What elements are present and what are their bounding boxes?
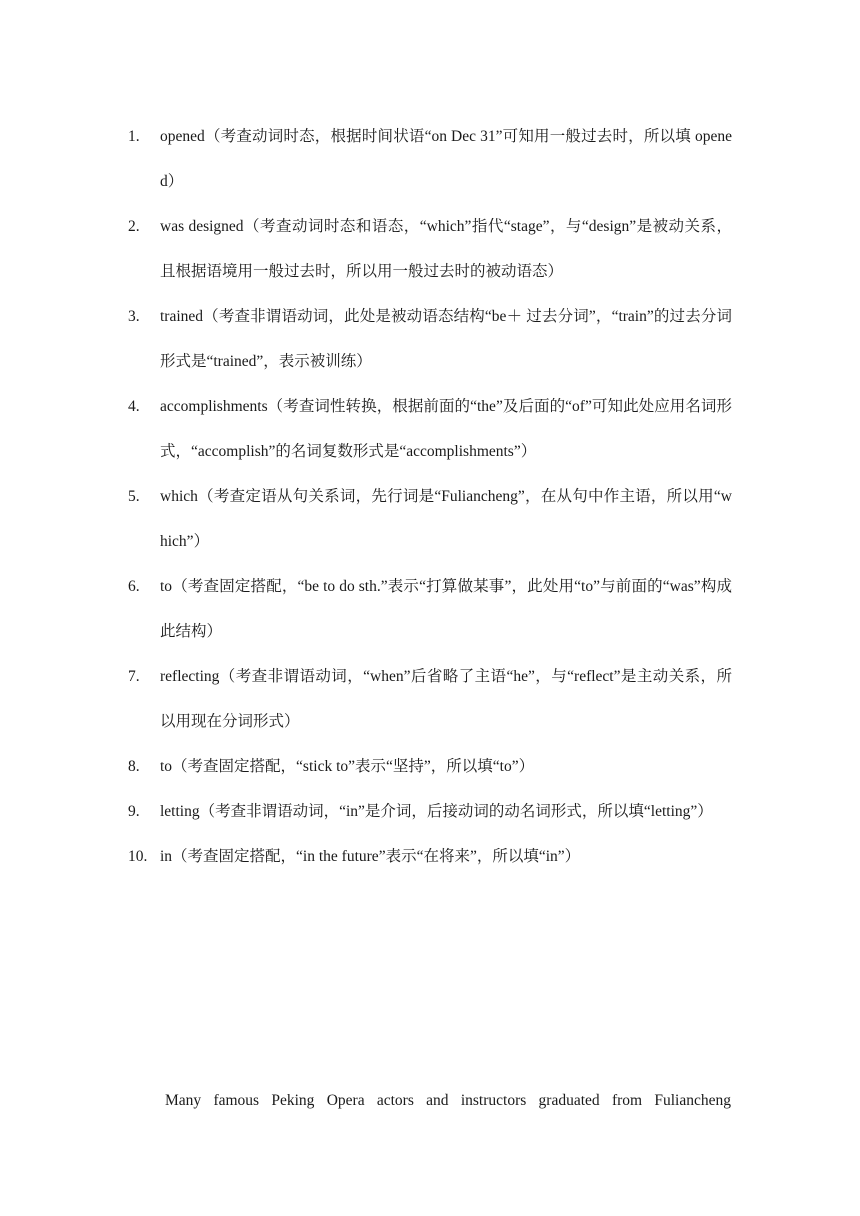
answer-number: 6. — [128, 578, 140, 595]
answer-item-7 — [128, 654, 732, 744]
answer-item-10 — [128, 834, 732, 879]
answer-text: to（考查固定搭配，“stick to”表示“坚持”，所以填“to”） — [160, 758, 535, 775]
answer-number: 4. — [128, 398, 140, 415]
answer-item-5 — [128, 474, 732, 564]
answer-number: 9. — [128, 803, 140, 820]
answer-text: reflecting（考查非谓语动词，“when”后省略了主语“he”，与“reflect”是主动关系，所以用现在分词形式） — [160, 668, 732, 730]
answer-number: 5. — [128, 488, 140, 505]
answer-number: 3. — [128, 308, 140, 325]
answer-text: opened（考查动词时态，根据时间状语“on Dec 31”可知用一般过去时，所以填 opened） — [160, 128, 732, 190]
passage-first-line: Many famous Peking Opera actors and instructors graduated from Fuliancheng — [165, 1092, 731, 1109]
answer-item-6 — [128, 564, 732, 654]
answer-item-9 — [128, 789, 732, 834]
answer-number: 2. — [128, 218, 140, 235]
answer-text: was designed（考查动词时态和语态，“which”指代“stage”，与“design”是被动关系，且根据语境用一般过去时，所以用一般过去时的被动语态） — [160, 218, 732, 280]
answer-text: which（考查定语从句关系词，先行词是“Fuliancheng”，在从句中作主语，所以用“which”） — [160, 488, 732, 550]
answer-item-8 — [128, 744, 732, 789]
answer-item-1 — [128, 114, 732, 204]
answer-number: 10. — [128, 848, 148, 865]
answer-text: trained（考查非谓语动词，此处是被动语态结构“be＋ 过去分词”，“train”的过去分词形式是“trained”，表示被训练） — [160, 308, 732, 370]
answer-text: in（考查固定搭配，“in the future”表示“在将来”，所以填“in”） — [160, 848, 581, 865]
answer-text: letting（考查非谓语动词，“in”是介词，后接动词的动名词形式，所以填“letting”） — [160, 803, 713, 820]
answer-number: 1. — [128, 128, 140, 145]
answer-list — [128, 114, 732, 879]
answer-number: 8. — [128, 758, 140, 775]
answer-text: accomplishments（考查词性转换，根据前面的“the”及后面的“of”可知此处应用名词形式，“accomplish”的名词复数形式是“accomplishments”） — [160, 398, 732, 460]
answer-item-2 — [128, 204, 732, 294]
answer-text: to（考查固定搭配，“be to do sth.”表示“打算做某事”，此处用“to”与前面的“was”构成此结构） — [160, 578, 732, 640]
answer-number: 7. — [128, 668, 140, 685]
answer-item-4 — [128, 384, 732, 474]
answer-item-3 — [128, 294, 732, 384]
